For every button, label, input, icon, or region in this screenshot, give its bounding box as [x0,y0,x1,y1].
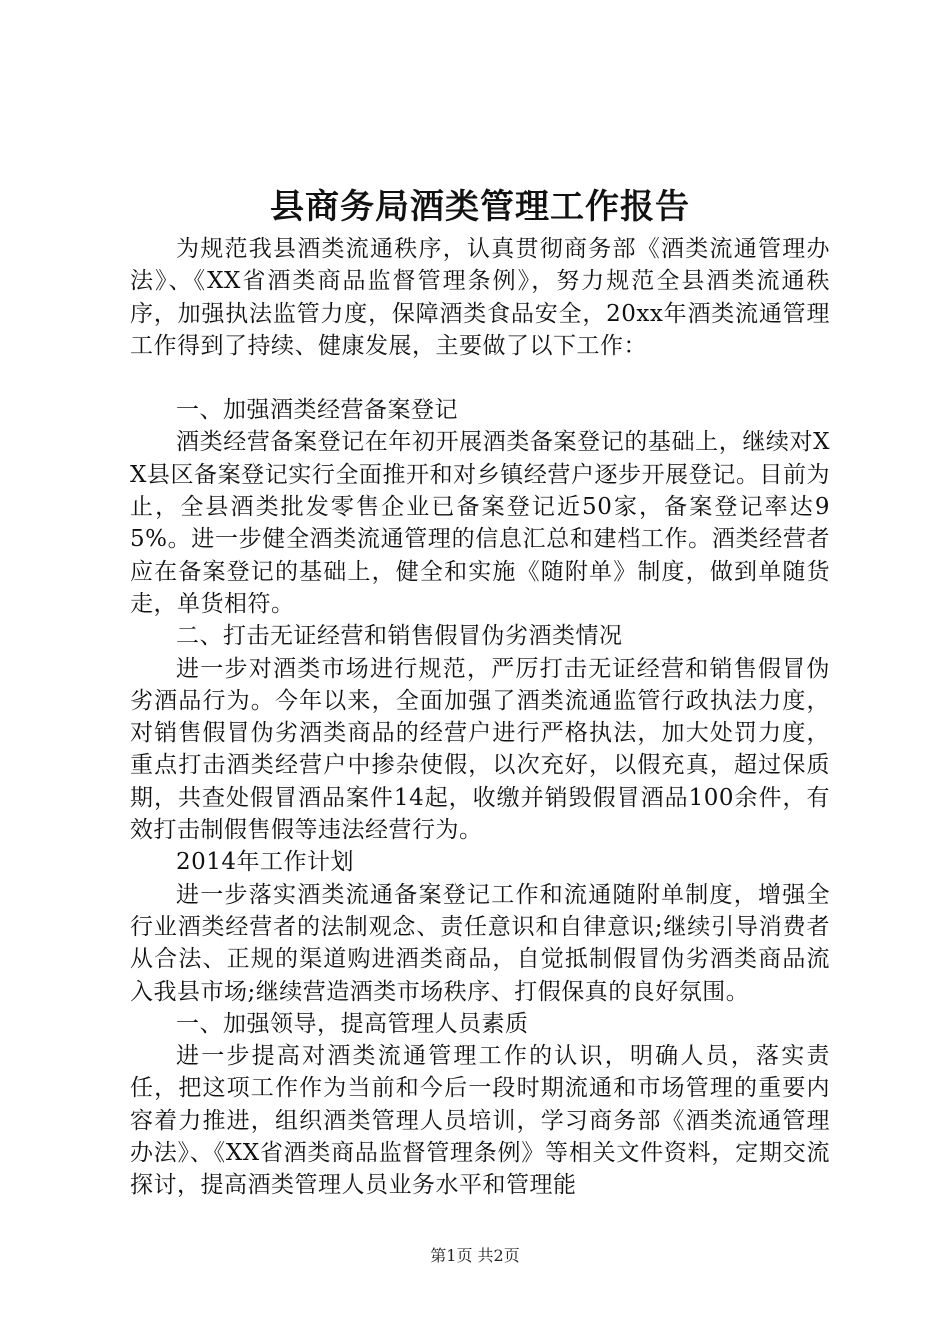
body-paragraph: 进一步提高对酒类流通管理工作的认识，明确人员，落实责任，把这项工作作为当前和今后一段时期流通和市场管理的重要内容着力推进，组织酒类管理人员培训，学习商务部《酒类流通管理办法》、《XX省酒类商品监督管理条例》等相关文件资料，定期交流探讨，提高酒类管理人员业务水平和管理能 [130,1043,830,1199]
section-heading: 二、打击无证经营和销售假冒伪劣酒类情况 [176,623,623,650]
body-paragraph: 进一步落实酒类流通备案登记工作和流通随附单制度，增强全行业酒类经营者的法制观念、责任意识和自律意识;继续引导消费者从合法、正规的渠道购进酒类商品，自觉抵制假冒伪劣酒类商品流入我县市场;继续营造酒类市场秩序、打假保真的良好氛围。 [130,881,830,1005]
paragraph-spacer [130,362,830,394]
page-footer: 第1页 共2页 [430,1246,520,1265]
section-heading: 一、加强酒类经营备案登记 [176,397,458,424]
body-paragraph: 酒类经营备案登记在年初开展酒类备案登记的基础上，继续对XX县区备案登记实行全面推开和对乡镇经营户逐步开展登记。目前为止，全县酒类批发零售企业已备案登记近50家，备案登记率达95%。进一步健全酒类流通管理的信息汇总和建档工作。酒类经营者应在备案登记的基础上，健全和实施《随附单》制度，做到单随货走，单货相符。 [130,429,830,617]
document-body [130,233,830,1202]
body-paragraph: 进一步对酒类市场进行规范，严厉打击无证经营和销售假冒伪劣酒品行为。今年以来，全面加强了酒类流通监管行政执法力度，对销售假冒伪劣酒类商品的经营户进行严格执法，加大处罚力度，重点打击酒类经营户中掺杂使假，以次充好，以假充真，超过保质期，共查处假冒酒品案件14起，收缴并销毁假冒酒品100余件，有效打击制假售假等违法经营行为。 [130,655,830,844]
section-heading: 一、加强领导，提高管理人员素质 [176,1010,529,1037]
document-title: 县商务局酒类管理工作报告 [270,187,690,227]
intro-paragraph: 为规范我县酒类流通秩序，认真贯彻商务部《酒类流通管理办法》、《XX省酒类商品监督管理条例》，努力规范全县酒类流通秩序，加强执法监管力度，保障酒类食品安全，20xx年酒类流通管理工作得到了持续、健康发展，主要做了以下工作： [130,236,830,359]
plan-heading: 2014年工作计划 [176,849,355,876]
